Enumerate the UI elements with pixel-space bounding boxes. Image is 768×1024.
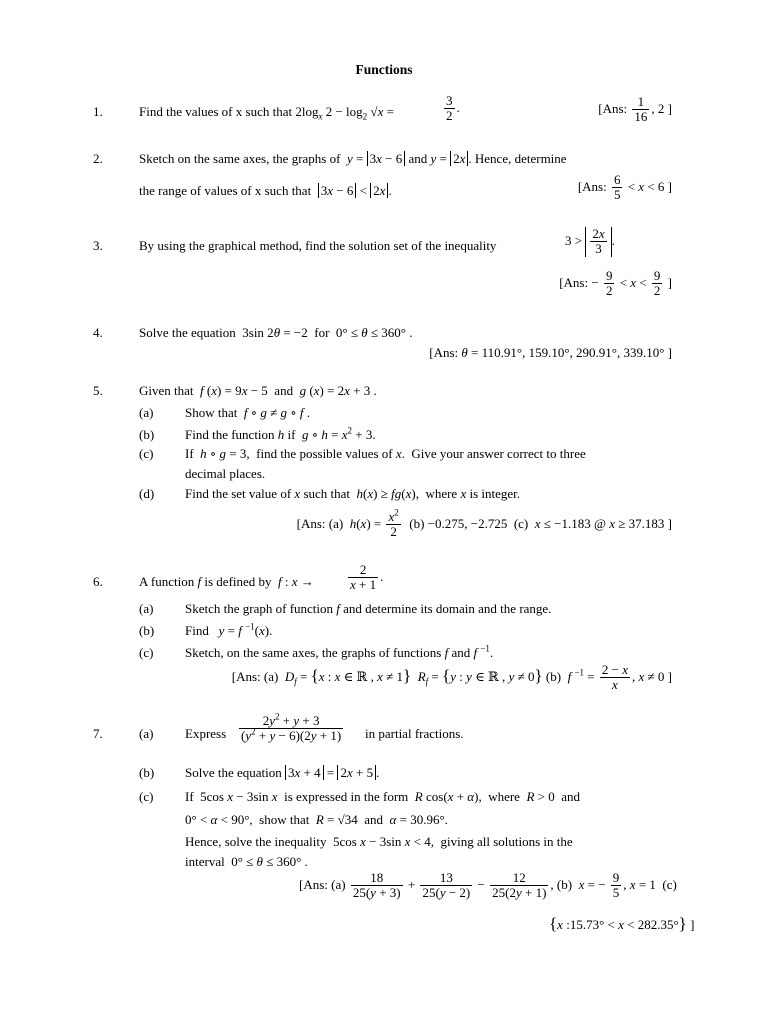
question-number: 6. [93,574,103,589]
fraction-3-2: $\frac{3}{2}$ . [446,93,460,124]
part-label: (d) [139,486,155,501]
part-b-text: Solve the equation 3x + 4 = 2x + 5 . [185,765,380,780]
part-c-text-line3: Hence, solve the inequality 5cos x − 3sin x < 4, giving all solutions in the [185,834,573,849]
part-c-text-line4: interval 0° ≤ θ ≤ 360° . [185,854,308,869]
question-number: 2. [93,151,103,166]
part-label: (c) [139,446,154,461]
question-text-line2: the range of values of x such that 3x − 6 < 2x . [139,183,392,198]
answer-set: {x :15.73° < x < 282.35°} ] [549,914,695,933]
part-label: (a) [139,405,154,420]
part-d-text: Find the set value of x such that h(x) ≥ fg(x), where x is integer. [185,486,521,501]
page-title: Functions [355,62,413,77]
part-c-text-line2: 0° < α < 90°, show that R = √34 and α = 30.96°. [185,812,448,827]
answer: [Ans: (a) h(x) = $\frac{x^2}{2}$ (b) −0.275, −2.725 (c) x ≤ −1.183 @ x ≥ 37.183 ] [296,507,672,540]
part-label: (b) [139,765,155,780]
part-label: (b) [139,427,155,442]
question-intro: A function f is defined by f : x → [139,574,314,589]
part-c-text: Sketch, on the same axes, the graphs of functions f and f $^{-1}$. [185,643,494,660]
part-c-text: If h ∘ g = 3, find the possible values of x. Give your answer correct to three [185,446,586,461]
question-text: By using the graphical method, find the solution set of the inequality [139,238,497,253]
part-a-suffix: in partial fractions. [365,726,464,741]
part-c-text-line2: decimal places. [185,466,266,481]
question-number: 7. [93,726,103,741]
question-number: 4. [93,325,103,340]
part-label: (b) [139,623,155,638]
question-text: Sketch on the same axes, the graphs of y = 3x − 6 and y = 2x . Hence, determine [139,151,567,166]
part-a-text: Show that f ∘ g ≠ g ∘ f . [185,405,311,420]
question-text: Solve the equation 3sin 2θ = −2 for 0° ≤ θ ≤ 360° . [139,325,413,340]
question-intro: Given that f (x) = 9x − 5 and g (x) = 2x + 3 . [139,383,377,398]
question-number: 5. [93,383,103,398]
answer: [Ans: $\frac{6}{5}$ < x < 6 ] [577,172,672,203]
answer: [Ans: θ = 110.91°, 159.10°, 290.91°, 339.10° ] [429,345,672,360]
part-label: (a) [139,601,154,616]
answer: [Ans: (a) $\frac{18}{25(y + 3)}$ + $\frac{13}{25(y - 2)}$ − $\frac{12}{25(2y + 1)}$ , (b) x = − $\frac{9}{5}$ , x = 1 (c) [299,870,677,901]
question-number: 1. [93,104,103,119]
function-fraction: $\frac{2}{x + 1}$ . [350,562,384,593]
part-label: (a) [139,726,154,741]
part-label: (c) [139,789,154,804]
answer: [Ans: $\frac{1}{16}$ , 2 ] [598,94,672,125]
part-c-text-line1: If 5cos x − 3sin x is expressed in the form R cos(x + α), where R > 0 and [185,789,581,804]
question-text: Find the values of x such that $2\log_x$ $2 - \log_2 √x$ = [139,104,394,122]
part-a-text: Express [185,726,227,741]
part-b-text: Find the function h if g ∘ $h = x^2 + 3$. [185,425,376,442]
partial-fraction-expression: $\frac{2y^2 + y + 3}{(y^2 + y - 6)(2y + 1)}$ [241,711,342,744]
question-expression: $2\log_x$ $2 - \log_2 √x$ = [295,104,394,122]
part-b-text: Find y = f $^{-1}$(x). [185,621,273,638]
answer: [Ans: − $\frac{9}{2}$ < x < $\frac{9}{2}$ ] [559,268,672,299]
question-number: 3. [93,238,103,253]
inequality-expression: 3 > $\frac{2x}{3}$ . [565,226,615,257]
part-a-text: Sketch the graph of function f and determine its domain and the range. [185,601,552,616]
answer: [Ans: (a) $D_f = \{x$ : x ∈ ℝ , x ≠ 1} $R_f = \{y$ : y ∈ ℝ , y ≠ 0} (b) f $^{-1}$ = $\frac{2 - x}{x}$ , x ≠ 0 ] [231,662,672,693]
part-label: (c) [139,645,154,660]
